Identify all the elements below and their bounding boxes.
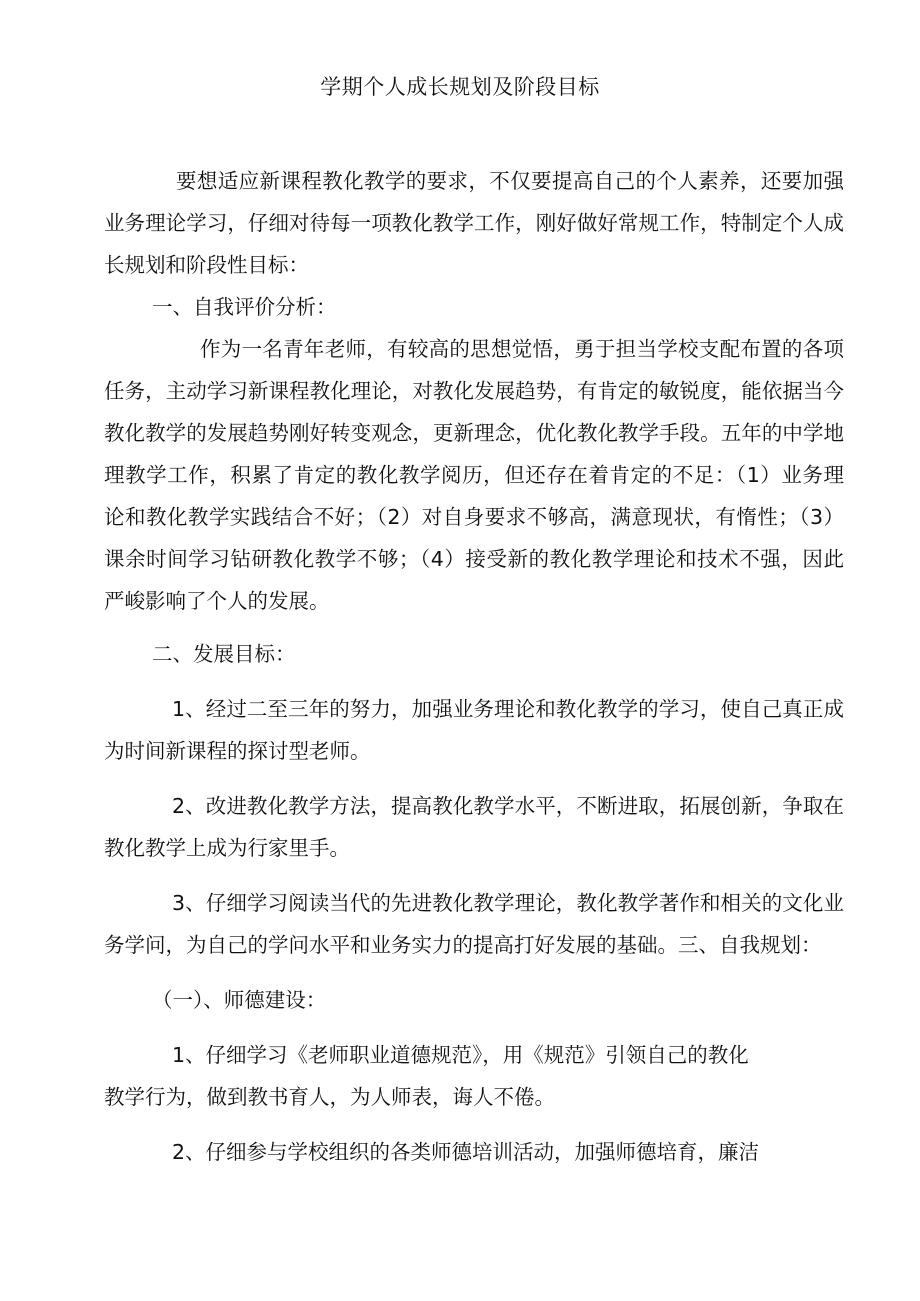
self-evaluation-paragraph: 作为一名青年老师，有较高的思想觉悟，勇于担当学校支配布置的各项任务，主动学习新课程教化理论，对教化发展趋势，有肯定的敏锐度，能依据当今教化教学的发展趋势刚好转变观念，更新理念，优化教化教学手段。五年的中学地理教学工作，积累了肯定的教化教学阅历，但还存在着肯定的不足：（1）业务理论和教化教学实践结合不好；（2）对自身要求不够高，满意现状，有惰性；（3）课余时间学习钻研教化教学不够；（4）接受新的教化教学理论和技术不强，因此严峻影响了个人的发展。	[104, 337, 844, 613]
document-body	[104, 160, 844, 1173]
section-heading-goals: 二、发展目标：	[152, 642, 296, 666]
ethics-item-1-continued: 教学行为，做到教书育人，为人师表，诲人不倦。	[104, 1085, 555, 1109]
goal-item-3: 3、仔细学习阅读当代的先进教化教学理论，教化教学著作和相关的文化业务学问，为自己的学问水平和业务实力的提高打好发展的基础。三、自我规划：	[104, 891, 844, 957]
goal-item-2: 2、改进教化教学方法，提高教化教学水平，不断进取，拓展创新，争取在教化教学上成为行家里手。	[104, 794, 844, 860]
subsection-heading-ethics: （一）、师德建设：	[152, 988, 327, 1012]
intro-paragraph: 要想适应新课程教化教学的要求，不仅要提高自己的个人素养，还要加强业务理论学习，仔细对待每一项教化教学工作，刚好做好常规工作，特制定个人成长规划和阶段性目标：	[104, 169, 844, 277]
ethics-item-1: 1、仔细学习《老师职业道德规范》，用《规范》引领自己的教化	[172, 1043, 749, 1067]
ethics-item-2: 2、仔细参与学校组织的各类师德培训活动，加强师德培育，廉洁	[172, 1140, 760, 1164]
goal-item-1: 1、经过二至三年的努力，加强业务理论和教化教学的学习，使自己真正成为时间新课程的探讨型老师。	[104, 697, 844, 763]
document-title: 学期个人成长规划及阶段目标	[320, 75, 600, 99]
section-heading-self-evaluation: 一、自我评价分析：	[152, 295, 337, 319]
